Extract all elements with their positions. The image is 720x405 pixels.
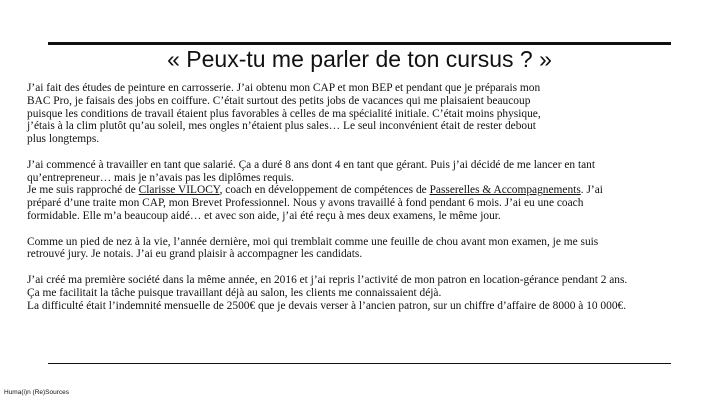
paragraph-studies bbox=[27, 82, 707, 146]
text-fragment: . J’ai bbox=[580, 184, 603, 197]
text-line-with-links bbox=[27, 184, 707, 197]
slide-title: « Peux-tu me parler de ton cursus ? » bbox=[167, 46, 552, 72]
text-line: retrouvé jury. Je notais. J’ai eu grand plaisir à accompagner les candidats. bbox=[27, 248, 363, 261]
text-line: J’ai créé ma première société dans la même année, en 2016 et j’ai repris l’activité de mon patron en location-gérance pendant 2 ans. bbox=[27, 273, 628, 286]
text-line: préparé d’une traite mon CAP, mon Brevet Professionnel. Nous y avons travaillé à fond pendant 6 mois. J’ai eu une coach bbox=[27, 197, 584, 210]
bottom-rule bbox=[48, 363, 671, 364]
text-line: puisque les conditions de travail étaient plus favorables à celles de ma spécialité initiale. C’était moins physique, bbox=[27, 107, 541, 120]
slide-body bbox=[27, 82, 707, 325]
text-line: Comme un pied de nez à la vie, l’année dernière, moi qui tremblait comme une feuille de chou avant mon examen, je me suis bbox=[27, 235, 599, 248]
text-line: qu’entrepreneur… mais je n’avais pas les diplômes requis. bbox=[27, 171, 294, 184]
link-passerelles-accompagnements[interactable]: Passerelles & Accompagnements bbox=[429, 184, 581, 197]
text-line: J’ai fait des études de peinture en carrosserie. J’ai obtenu mon CAP et mon BEP et pendant que je préparais mon bbox=[27, 82, 541, 94]
text-fragment: Je me suis rapproché de bbox=[27, 184, 139, 197]
text-line: plus longtemps. bbox=[27, 133, 100, 146]
text-line: BAC Pro, je faisais des jobs en coiffure. C’était surtout des petits jobs de vacances qui me plaisaient beaucoup bbox=[27, 94, 531, 107]
paragraph-jury bbox=[27, 236, 707, 262]
paragraph-company bbox=[27, 274, 707, 312]
paragraph-career bbox=[27, 159, 707, 223]
text-line: La difficulté était l’indemnité mensuelle de 2500€ que je devais verser à l’ancien patron, sur un chiffre d’affaire de 8000 à 10 000€. bbox=[27, 299, 627, 312]
text-line: formidable. Elle m’a beaucoup aidé… et avec son aide, j’ai été reçu à mes deux examens, le même jour. bbox=[27, 209, 501, 222]
text-line: J’ai commencé à travailler en tant que salarié. Ça a duré 8 ans dont 4 en tant que gérant. Puis j’ai décidé de me lancer en tant bbox=[27, 158, 596, 171]
link-clarisse-vilocy[interactable]: Clarisse VILOCY bbox=[138, 184, 220, 197]
footer-brand: Huma(i)n (Re)Sources bbox=[4, 389, 70, 396]
text-line: j’étais à la clim plutôt qu’au soleil, mes ongles n’étaient plus sales… Le seul inconvénient était de rester debout bbox=[27, 120, 536, 133]
text-line: Ça me facilitait la tâche puisque travaillant déjà au salon, les clients me connaissaient déjà. bbox=[27, 286, 442, 299]
text-fragment: , coach en développement de compétences de bbox=[219, 184, 430, 197]
